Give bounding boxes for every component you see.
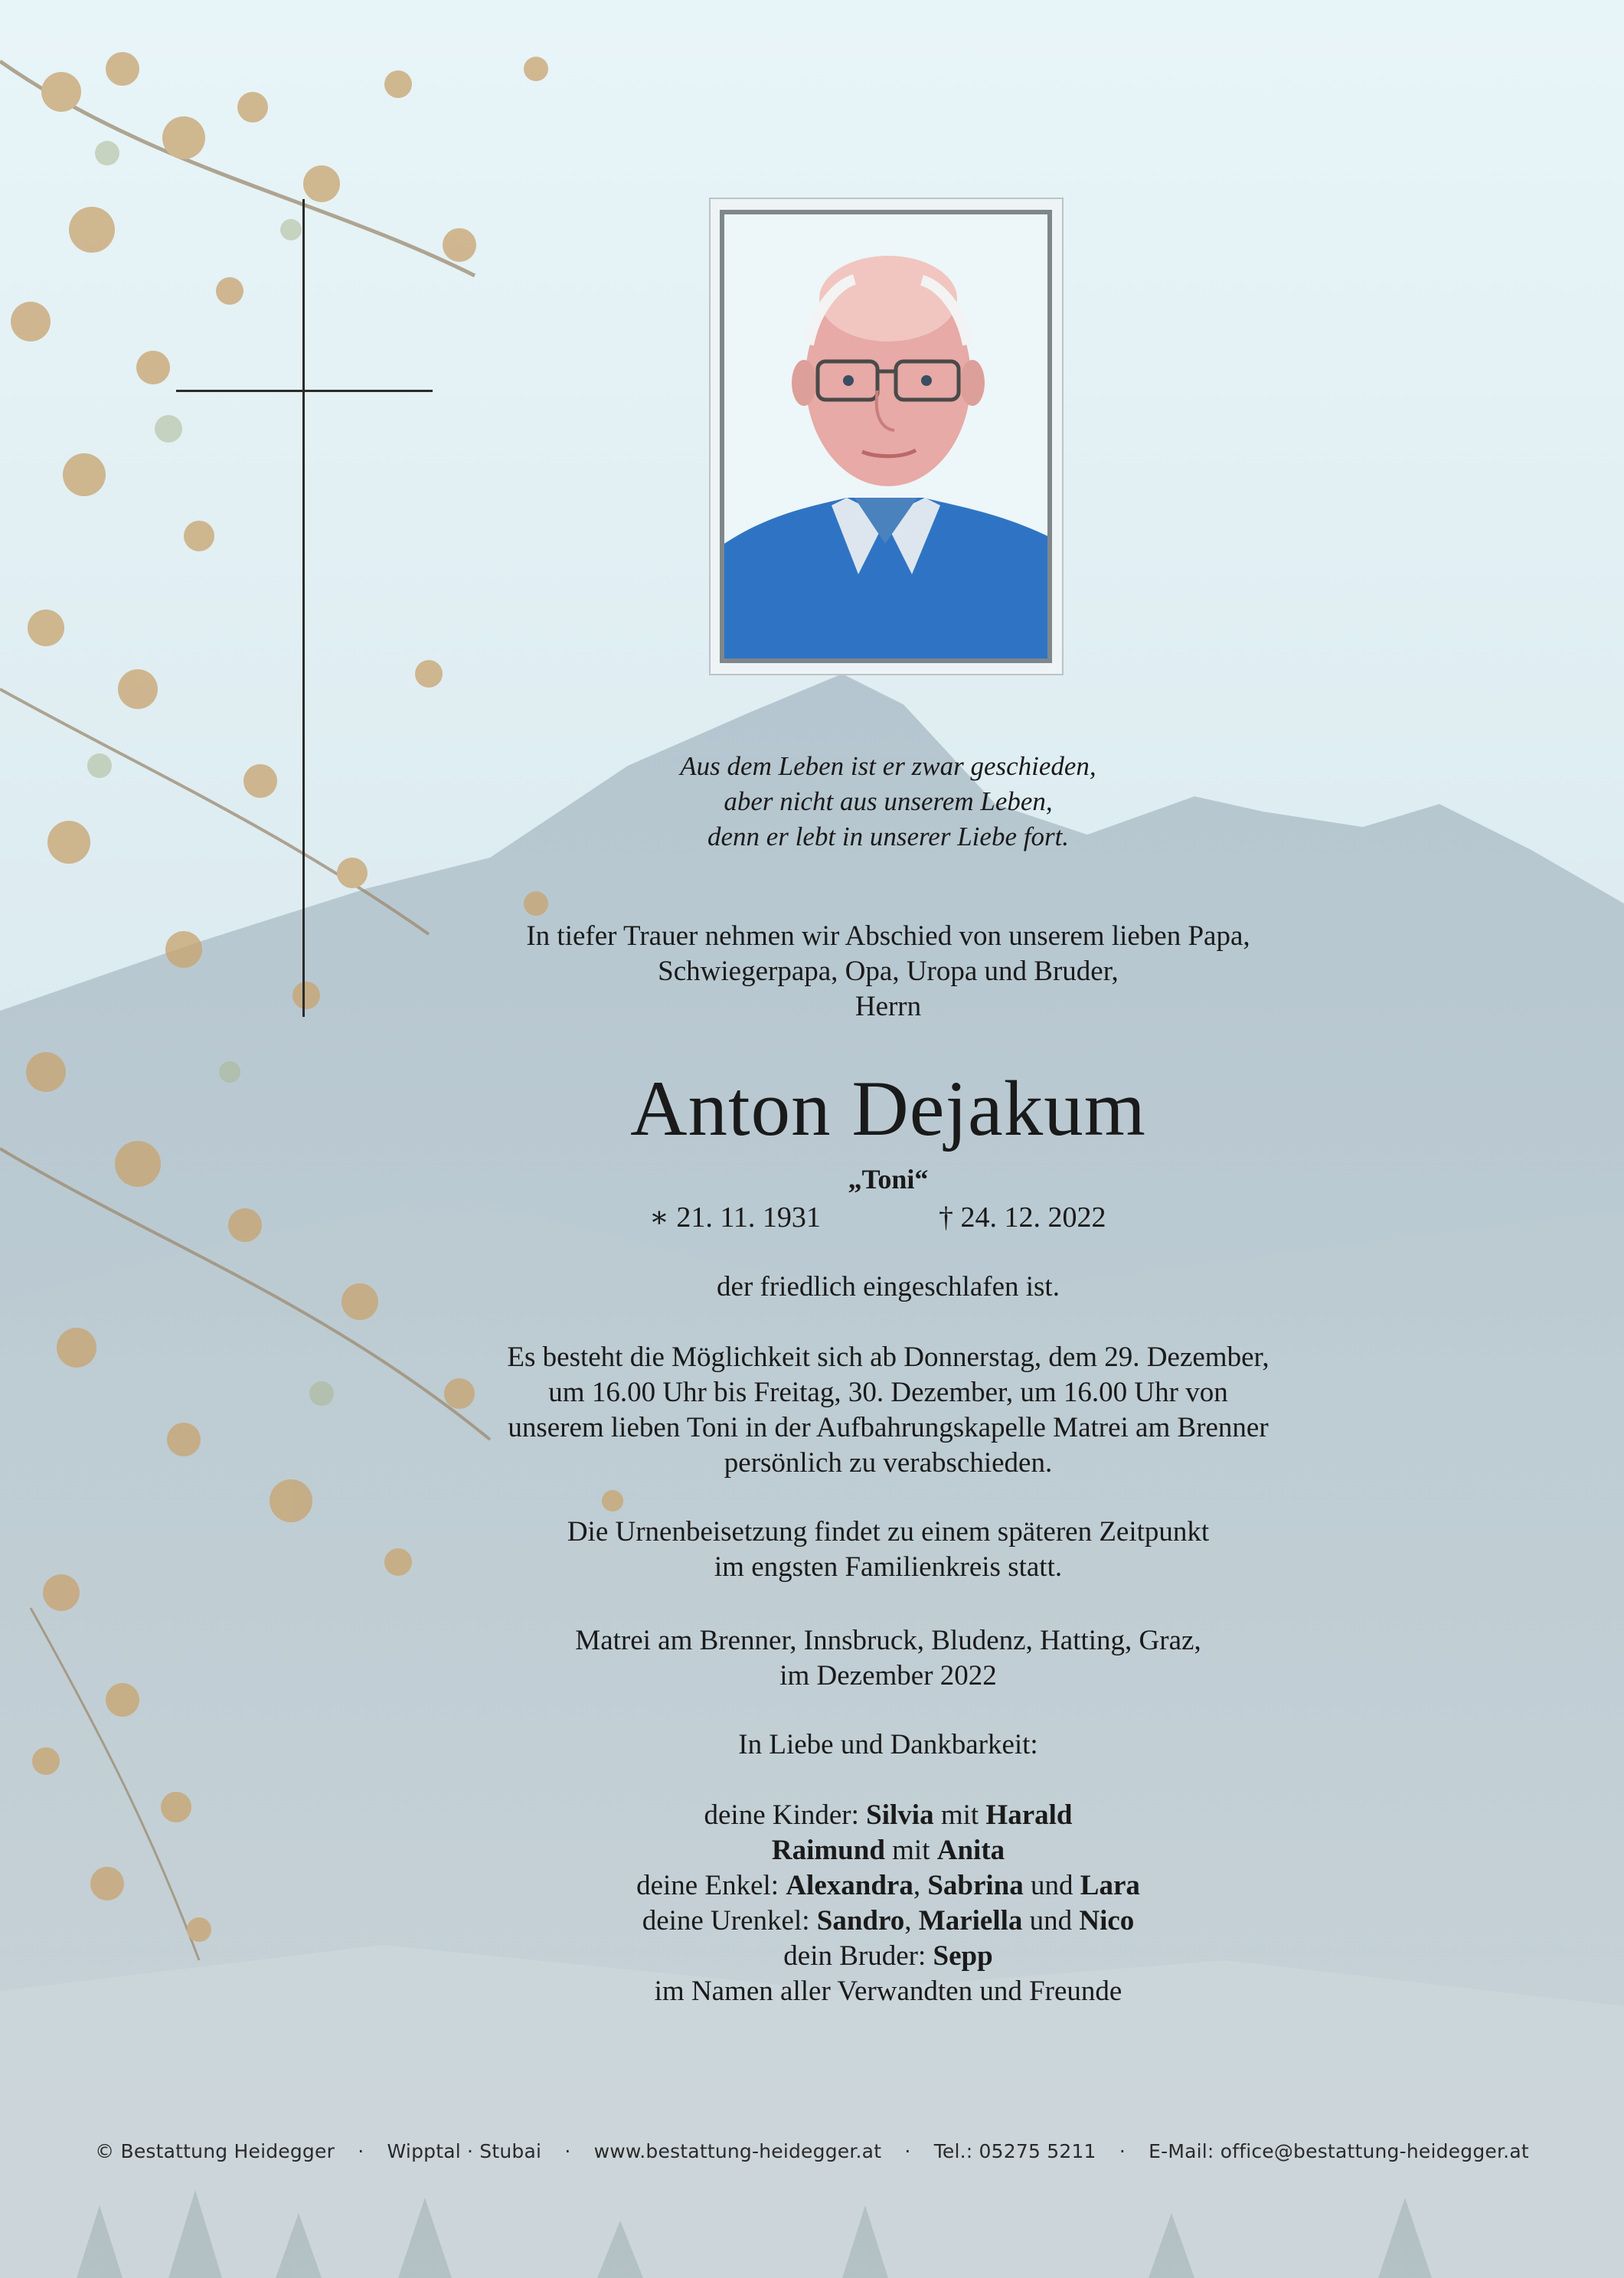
places-line: Matrei am Brenner, Innsbruck, Bludenz, Hatting, Graz, — [575, 1625, 1201, 1656]
thanks-line: In Liebe und Dankbarkeit: — [738, 1729, 1038, 1760]
footer-separator: · — [904, 2140, 911, 2162]
birth-star-icon: ∗ — [649, 1201, 669, 1234]
family-list — [322, 1798, 1455, 2009]
viewing-line: um 16.00 Uhr bis Freitag, 30. Dezember, um 16.00 Uhr von — [548, 1377, 1228, 1408]
partner-name: Harald — [985, 1799, 1073, 1831]
comma: , — [904, 1905, 912, 1936]
places-and-date — [322, 1623, 1455, 1694]
cross-horizontal-bar — [176, 390, 433, 392]
closing-line: im Namen aller Verwandten und Freunde — [654, 1976, 1122, 2007]
and-word: und — [1029, 1905, 1073, 1936]
deceased-nickname: „Toni“ — [848, 1164, 929, 1195]
footer-separator: · — [358, 2140, 364, 2162]
footer-region: Wipptal · Stubai — [387, 2140, 542, 2162]
urn-line: im engsten Familienkreis statt. — [714, 1551, 1063, 1583]
footer-contact — [0, 2140, 1624, 2162]
great-grandchildren-label: deine Urenkel: — [642, 1905, 810, 1936]
viewing-line: unserem lieben Toni in der Aufbahrungskapelle Matrei am Brenner — [508, 1412, 1269, 1443]
and-word: und — [1031, 1870, 1073, 1901]
brother-name: Sepp — [933, 1940, 993, 1972]
urn-line: Die Urnenbeisetzung findet zu einem späteren Zeitpunkt — [567, 1516, 1210, 1548]
footer-phone[interactable]: Tel.: 05275 5211 — [933, 2140, 1096, 2162]
grandchild-name: Sabrina — [927, 1870, 1024, 1901]
grandchildren-label: deine Enkel: — [636, 1870, 779, 1901]
mourning-intro — [322, 919, 1455, 1025]
quote-line: Aus dem Leben ist er zwar geschieden, — [680, 751, 1096, 781]
portrait-photo — [724, 214, 1047, 659]
portrait-photo-frame — [720, 210, 1052, 663]
viewing-line: Es besteht die Möglichkeit sich ab Donnerstag, dem 29. Dezember, — [507, 1342, 1269, 1373]
birth-date-value: 21. 11. 1931 — [676, 1201, 821, 1234]
grandchild-name: Lara — [1080, 1870, 1140, 1901]
child-name: Silvia — [866, 1799, 934, 1831]
great-grandchild-name: Sandro — [816, 1905, 905, 1936]
footer-separator: · — [1119, 2140, 1126, 2162]
intro-line: Herrn — [854, 991, 922, 1022]
death-cross-icon: † — [939, 1201, 953, 1234]
great-grandchild-name: Nico — [1079, 1905, 1135, 1936]
date-line: im Dezember 2022 — [779, 1660, 997, 1691]
footer-website-link[interactable]: www.bestattung-heidegger.at — [593, 2140, 882, 2162]
death-date-value: 24. 12. 2022 — [960, 1201, 1106, 1234]
quote-line: denn er lebt in unserer Liebe fort. — [707, 822, 1070, 851]
peaceful-statement: der friedlich eingeschlafen ist. — [717, 1271, 1060, 1302]
children-row — [322, 1798, 1455, 1833]
deceased-name: Anton Dejakum — [630, 1065, 1146, 1152]
child-name: Raimund — [771, 1835, 885, 1866]
intro-line: Schwiegerpapa, Opa, Uropa und Bruder, — [658, 956, 1119, 987]
urn-burial-info — [322, 1515, 1455, 1585]
footer-email-link[interactable]: E-Mail: office@bestattung-heidegger.at — [1149, 2140, 1529, 2162]
footer-copyright: © Bestattung Heidegger — [95, 2140, 335, 2162]
footer-separator: · — [564, 2140, 571, 2162]
brother-label: dein Bruder: — [783, 1940, 926, 1972]
with-word: mit — [940, 1799, 979, 1831]
grandchildren-row — [322, 1868, 1455, 1904]
death-date — [939, 1199, 1106, 1236]
quote-line: aber nicht aus unserem Leben, — [724, 786, 1053, 816]
viewing-info — [322, 1340, 1455, 1481]
children-label: deine Kinder: — [704, 1799, 859, 1831]
great-grandchild-name: Mariella — [918, 1905, 1023, 1936]
grandchild-name: Alexandra — [786, 1870, 913, 1901]
brother-row — [322, 1939, 1455, 1974]
cross-vertical-bar — [302, 199, 305, 1017]
intro-line: In tiefer Trauer nehmen wir Abschied von unserem lieben Papa, — [526, 920, 1250, 952]
comma: , — [913, 1870, 921, 1901]
children-row — [322, 1833, 1455, 1868]
memorial-quote — [322, 749, 1455, 855]
portrait-frame — [709, 198, 1064, 675]
viewing-line: persönlich zu verabschieden. — [724, 1447, 1053, 1479]
partner-name: Anita — [936, 1835, 1005, 1866]
great-grandchildren-row — [322, 1904, 1455, 1939]
birth-date — [649, 1199, 821, 1236]
with-word: mit — [892, 1835, 930, 1866]
